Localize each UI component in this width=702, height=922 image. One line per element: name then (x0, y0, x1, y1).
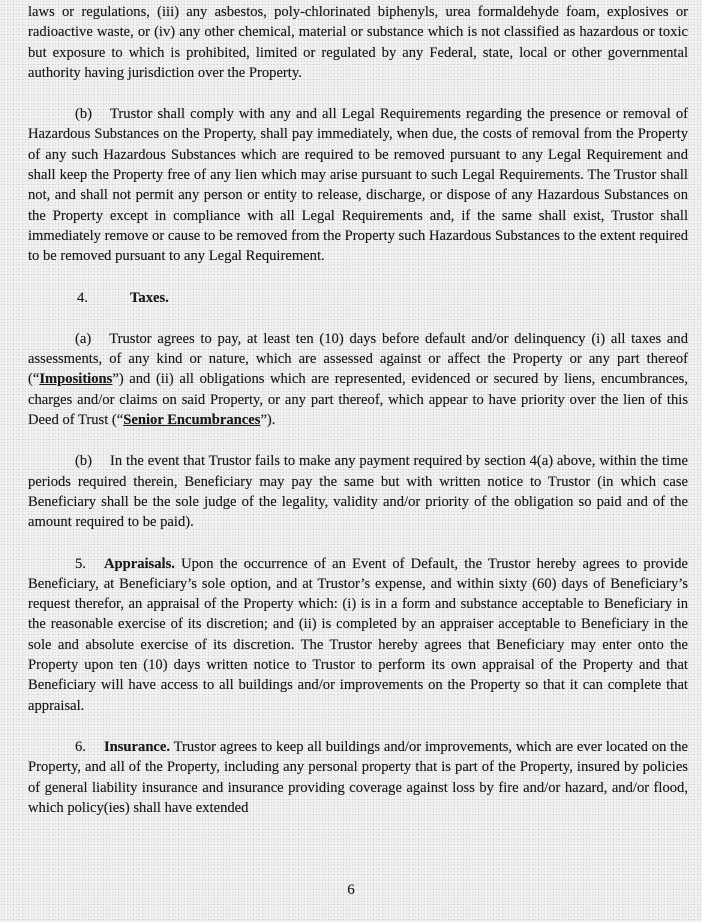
document-body (28, 2, 688, 839)
section-3b-paragraph (28, 104, 688, 266)
section-4-title: Taxes. (130, 289, 169, 306)
section-5-paragraph (28, 554, 688, 716)
section-5-title: Appraisals. (103, 555, 175, 572)
section-6-text: Trustor agrees to keep all buildings and/or improvements, which are ever located on the Property, and all of the Property, including any personal property that is part of the Property, insured by policies of general liability insurance and insurance providing coverage against loss by fire and/or hazard, and/or flood, which policy(ies) shall have extended (28, 738, 688, 816)
section-6-number: 6. (75, 738, 86, 755)
section-5-number: 5. (75, 555, 86, 572)
section-4a-text-part-2: ”) and (ii) all obligations which are represented, evidenced or secured by liens, encumbrances, charges and/or claims on said Property, or any part thereof, which appear to have priority over the lien of this Deed of Trust (“ (28, 371, 688, 429)
section-4a-paragraph (28, 329, 688, 430)
section-4b-text: In the event that Trustor fails to make any payment required by section 4(a) above, within the time periods required therein, Beneficiary may pay the same but with written notice to Trustor (in which case Beneficiary shall be the sole judge of the legality, validity and/or priority of the obligation so paid and of the amount required to be paid). (28, 453, 688, 531)
section-4a-text-part-3: ”). (260, 412, 276, 429)
defined-term-impositions: Impositions (39, 371, 113, 388)
section-5-text: Upon the occurrence of an Event of Default, the Trustor hereby agrees to provide Beneficiary, at Beneficiary’s sole option, and at Trustor’s expense, and within sixty (60) days of Beneficiary’s request therefor, an appraisal of the Property which: (i) is in a form and substance acceptable to Beneficiary in the reasonable exercise of its discretion; and (ii) is completed by an appraiser acceptable to Beneficiary in the sole and absolute exercise of its discretion. The Trustor hereby agrees that Beneficiary may enter onto the Property upon ten (10) days written notice to Trustor to perform its own appraisal of the Property and that Beneficiary will have access to all buildings and/or improvements on the Property so that it can complete that appraisal. (28, 555, 688, 714)
section-4a-text-part-1: Trustor agrees to pay, at least ten (10) days before default and/or delinquency (i) all taxes and assessments, of any kind or nature, which are assessed against or affect the Property or any part thereof (“ (28, 330, 688, 388)
section-4b-paragraph (28, 451, 688, 532)
section-6-title: Insurance. (103, 738, 171, 755)
section-4a-marker: (a) (75, 330, 92, 347)
paragraph-continuation: laws or regulations, (iii) any asbestos, poly-chlorinated biphenyls, urea formaldehyde foam, explosives or radioactive waste, or (iv) any other chemical, material or substance which is not classified as hazardous or toxic but exposure to which is prohibited, limited or regulated by any Federal, state, local or other governmental authority having jurisdiction over the Property. (28, 4, 688, 81)
section-4-heading (28, 288, 688, 308)
section-4-number: 4. (77, 289, 88, 306)
section-3b-marker: (b) (75, 106, 93, 123)
section-6-paragraph (28, 737, 688, 818)
section-4b-marker: (b) (75, 453, 93, 470)
page-number: 6 (347, 882, 355, 898)
section-3b-text: Trustor shall comply with any and all Legal Requirements regarding the presence or removal of Hazardous Substances on the Property, shall pay immediately, when due, the costs of removal from the Property of any such Hazardous Substances which are required to be removed pursuant to any Legal Requirement and shall keep the Property free of any lien which may arise pursuant to such Legal Requirements. The Trustor shall not, and shall not permit any person or entity to release, discharge, or dispose of any Hazardous Substances on the Property except in compliance with all Legal Requirements and, if the same shall exist, Trustor shall immediately remove or cause to be removed from the Property such Hazardous Substances to the extent required to be removed pursuant to any Legal Requirement. (28, 106, 688, 265)
defined-term-senior-encumbrances: Senior Encumbrances (123, 412, 261, 429)
